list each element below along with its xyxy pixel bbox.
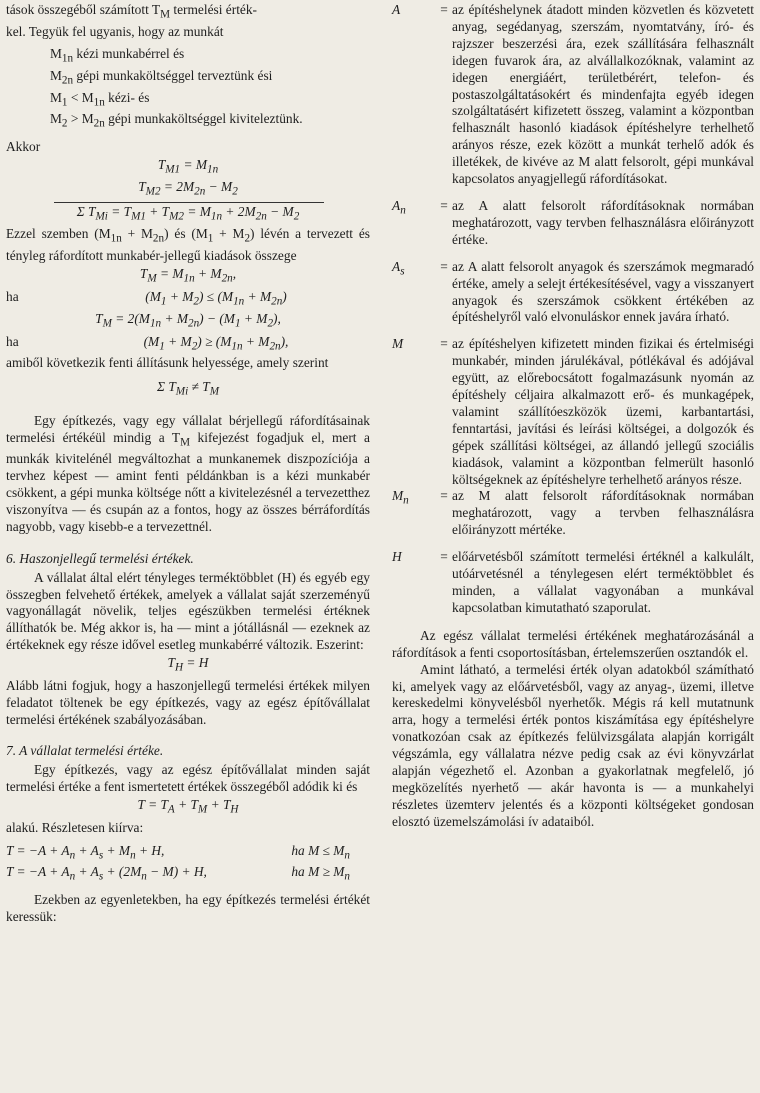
definition-h <box>392 549 754 617</box>
definition-text: az építéshelynek átadott minden közvetlen és közvetett anyag, segédanyag, szerszám, nyomtatvány, író- és rajzszer beszerzési ára, ezek szállítására felhasznált idegen fuvarok ára, az alvállalkozóknak, valamint az idegen energiáért, területbérért, telefon- és postaszolgáltatásokért és mindenfajta egyéb idegen szolgáltatásért kifizetett összeg, valamint a központban felhasznált hasonló kiadások építéshelyre terhelhető arányos része, ezek között a munkát terhelő adók és illetékek, de kivéve az M alatt felsorolt, gépi munkával kapcsolatos anyagjellegű ráfordításokat. <box>452 2 754 187</box>
intro-line-2: kel. Tegyük fel ugyanis, hogy az munkát <box>6 23 224 39</box>
formula-2-condition: ha $M \ge M_n$ <box>291 864 350 883</box>
equation-total: $T = T_A + T_M + T_H$ <box>137 797 239 816</box>
formula-2: $T = -A + A_n + A_s + (2M_n - M) + H$, <box>6 864 207 883</box>
assumption-2: $M_{2n}$ gépi munkaköltséggel terveztünk ési <box>50 68 273 87</box>
definition-text: az A alatt felsorolt anyagok és szerszámok megmaradó értéke, amely a selejt értékesítésével, vagy a visszanyert anyagok és szerszámok csökkent értékében az építéshelyről való elvonuláskor ennek javára írható. <box>452 258 754 325</box>
right-column <box>392 2 754 831</box>
condition-1-label: ha <box>6 288 19 304</box>
paragraph-wage-costs: Egy építkezés, vagy egy vállalat bérjellegű ráfordításainak termelési értékéül mindig a $T_M$ kifejezést fogadjuk el, mert a munkák kivitelénél megváltozhat a munkanemek diszpozíciója a tervhez képest — amint fenti példánkban is a kézi munkabér csökkent, a gépi munka költsége nőtt a kivitelezésnél a tervezetthez viszonyítva — és csupán az a fontos, hogy az összes bérráfordítás nagyobb, vagy kisebb-e a tervezettnél. <box>6 412 370 534</box>
definition-term: $A_s$ <box>392 258 405 278</box>
formula-row-1 <box>6 843 370 865</box>
equation-tm-b: $T_M = 2(M_{1n} + M_{2n}) - (M_1 + M_2)$, <box>95 311 281 330</box>
equation-inequality: Σ $T_{Mi} \ne T_M$ <box>157 379 219 398</box>
condition-1-body: $(M_1 + M_2) \le (M_{1n} + M_{2n})$ <box>145 288 287 308</box>
definition-a <box>392 2 754 188</box>
paragraph-equations-note: Ezekben az egyenletekben, ha egy építkezés termelési értékét keressük: <box>6 891 370 924</box>
definition-equals: = <box>440 549 448 565</box>
assumption-4: $M_2 > M_{2n}$ gépi munkaköltséggel kiviteleztünk. <box>50 111 303 130</box>
paragraph-calculation: Amint látható, a termelési érték olyan adatokból számítható ki, amelyek vagy az előárvetésből, vagy az anyag-, üzemi, illetve kereskedelmi könyvelésből nyerhetők. Mégis rá kell mutatnunk arra, hogy a termelési érték pontos kiszámítása egy építéshelyre vonatkozóan csak az építkezés felülvizsgálata alapján korrigált végszámla, egy vállalatra nézve pedig csak az évi könyvzárlat alapján végezhető el. Azonban a gyakorlatnak megfelelő, jó megközelítés nyerhető — akár havonta is — a munkahelyi részletes üzemterv jelentés és a központi költségeket gondosan elosztó üzemelszámolási ív adataiból. <box>392 661 754 829</box>
definition-equals: = <box>440 336 448 352</box>
condition-2-label: ha <box>6 333 19 349</box>
condition-2-body: $(M_1 + M_2) \ge (M_{1n} + M_{2n})$, <box>143 333 289 353</box>
definition-term: $M_n$ <box>392 488 409 508</box>
definition-text: az A alatt felsorolt ráfordításoknak normában meghatározott, vagy tervben felhasználásra előirányzott értéke. <box>452 197 754 247</box>
definition-an <box>392 198 754 249</box>
formula-1-condition: ha $M \le M_n$ <box>291 842 350 862</box>
paragraph-surplus: A vállalat által elért tényleges terméktöbblet (H) és egyéb egy összegben felvehető értékek, amelyek a vállalat saját szerzeményű vagyonállagát növelik, teljes egészükben termelési értéknek állíthatók be. Még akkor is, ha — mint a jótállásnál — ezeknek az értékeknek egy része idővel esetleg munkabérré változik. Eszerint: <box>6 569 370 653</box>
definition-text: előárvetésből számított termelési értéknél a kalkulált, utóárvetésnél a ténylegesen elért terméktöbblet és minden, a vállalat vagyonában a munkával kapcsolatban kimutatható szaporulat. <box>452 549 754 615</box>
assumption-1: $M_{1n}$ kézi munkabérrel és <box>50 46 185 66</box>
condition-1 <box>6 289 370 311</box>
equation-tm1: $T_{M1} = M_{1n}$ <box>157 156 219 176</box>
definition-term: M <box>392 336 404 352</box>
akkor-label: Akkor <box>6 138 41 154</box>
section-heading-7: 7. A vállalat termelési értéke. <box>6 743 164 759</box>
definition-text: az építéshelyen kifizetett minden fizikai és értelmiségi munkabér, minden járulékával, pótlékával és adójával együtt, az előrebocsátott fogalmazásunk nyomán az építéshely céljaira alkalmazott erő- és munkagépek, valamint szállítóeszközök üzemi, karbantartási, fenntartási, javítási és leírási költségei, a dolgozók és gépek szállítási költségei, az állandó jellegű szociális kiadások, valamint a központban felmerült hasonló költségeknek az építéshelyre terhelhető arányos része. <box>452 336 754 487</box>
definition-m <box>392 336 754 488</box>
equation-th: $T_H = H$ <box>167 655 209 674</box>
section-heading-6: 6. Haszonjellegű termelési értékek. <box>6 550 194 566</box>
definition-as <box>392 259 754 327</box>
definition-equals: = <box>440 2 448 17</box>
equation-sum: Σ $T_{Mi} = T_{M1} + T_{M2} = M_{1n} + 2M_{2n} - M_2$ <box>76 203 300 223</box>
intro-line-1: tások összegéből számított $T_M$ termelési érték- <box>6 2 258 21</box>
definition-equals: = <box>440 197 448 213</box>
paragraph-comparison: Ezzel szemben $(M_{1n} + M_{2n})$ és $(M_1 + M_2)$ lévén a tervezett és tényleg ráfordított munkabér-jellegű kiadások összege <box>6 226 371 264</box>
definition-term: $A_n$ <box>392 197 406 217</box>
definition-term: H <box>392 549 402 565</box>
equation-tm-a: $T_M = M_{1n} + M_{2n}$, <box>139 265 237 285</box>
definition-mn <box>392 488 754 539</box>
formula-row-2 <box>6 864 370 886</box>
formula-1: $T = -A + A_n + A_s + M_n + H$, <box>6 842 165 862</box>
definition-term: A <box>392 2 401 17</box>
paragraph-grouping: Az egész vállalat termelési értékének meghatározásánál a ráfordítások a fenti csoportosításban, értelemszerűen osztandók el. <box>392 627 754 660</box>
condition-2 <box>6 334 370 356</box>
paragraph-regulation: Alább látni fogjuk, hogy a haszonjellegű termelési értékek milyen feladatot töltenek be egy építkezés, vagy az egész építővállalat termelési értékének szabályozásában. <box>6 677 370 727</box>
assumption-3: $M_1 < M_{1n}$ kézi- és <box>50 89 150 109</box>
sum-rule <box>54 202 324 203</box>
paragraph-consequence: amiből következik fenti állításunk helyessége, amely szerint <box>6 355 329 371</box>
definition-equals: = <box>440 488 448 504</box>
definition-equals: = <box>440 258 448 274</box>
paragraph-company-value: Egy építkezés, vagy az egész építővállalat minden saját termelési értéke a fent ismertetett értékek összegéből adódik ki és <box>6 762 370 795</box>
equation-tm2: $T_{M2} = 2M_{2n} - M_2$ <box>138 179 238 198</box>
left-column <box>6 2 370 926</box>
paragraph-detailed: alakú. Részletesen kiírva: <box>6 819 144 835</box>
definition-text: az M alatt felsorolt ráfordításoknak normában meghatározott, vagy a tervben felhasználásra előirányzott mértéke. <box>452 488 754 538</box>
